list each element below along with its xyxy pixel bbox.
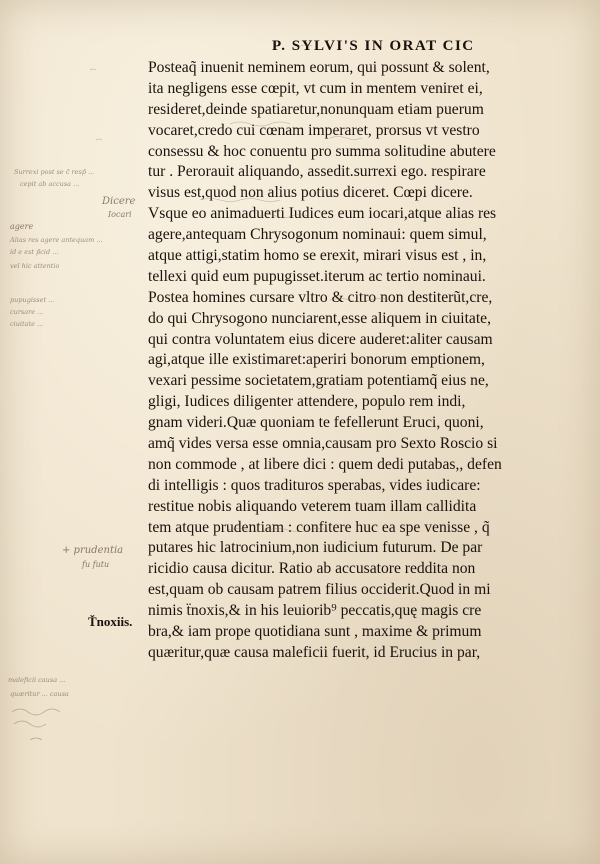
margin-note-tnoxis: Ťnoxiis.	[88, 614, 133, 629]
latin-text-block	[148, 58, 590, 664]
text-line: gligi, Iudices diligenter attendere, populo rem indi,	[148, 393, 466, 411]
text-line: do qui Chrysogono nunciarent,esse aliquem in ciuitate,	[148, 309, 491, 327]
margin-note-alias: Alias res agere antequam ...	[10, 236, 103, 244]
text-line: restitue nobis aliquando veterem tuam illam callidita	[148, 497, 477, 515]
text-line: Vsque eo animaduerti Iudices eum iocari,atque alias res	[148, 205, 497, 223]
text-line: Postea homines cursare vltro & citro non destiterũt,cre,	[148, 288, 493, 306]
text-line: tellexi quid eum pupugisset.iterum ac tertio nominaui.	[148, 267, 486, 285]
text-line: di intelligis : quos tradituros sperabas, vides iudicare:	[148, 476, 481, 494]
margin-note-pupugisset: pupugisset ...	[10, 296, 55, 304]
margin-note-fu-futu: fu futu	[82, 560, 110, 569]
text-line: qui contra voluntatem eius dicere auderet:aliter causam	[148, 330, 493, 348]
margin-note-ciuitate: ciuitate ...	[10, 320, 44, 328]
text-line: visus est,quod non alius potius diceret. Cœpi dicere.	[148, 184, 473, 202]
text-line: quæritur,quæ causa maleficii fuerit, id Erucius in par,	[148, 643, 481, 661]
margin-note-nominaui: id e est p̃cid ...	[10, 248, 59, 256]
text-line: ricidio causa dicitur. Ratio ab accusatore reddita non	[148, 560, 476, 578]
text-line: consessu & hoc conuentu pro summa solitudine abutere	[148, 142, 496, 160]
margin-note-cursare: cursare ...	[10, 308, 44, 316]
text-line: nimis ẗnoxis,& in his leuiorib⁹ peccatis,quę magis cre	[148, 602, 482, 620]
text-line: bra,& iam prope quotidiana sunt , maxime & primum	[148, 623, 482, 641]
text-line: est,quam ob causam patrem filius occiderit.Quod in mi	[148, 581, 491, 599]
margin-note-maleficii-2: quæritur ... causa	[10, 690, 69, 698]
margin-note-prudentia: + prudentia	[62, 545, 124, 556]
margin-note-maleficii-1: maleficii causa ...	[8, 676, 66, 684]
text-line: agere,antequam Chrysogonum nominaui: quem simul,	[148, 226, 487, 244]
text-line: Posteaq̃ inuenit neminem eorum, qui possunt & solent,	[148, 59, 490, 76]
text-line: non commode , at libere dici : quem dedi putabas,, defen	[148, 455, 502, 473]
text-line: agi,atque ille existimaret:aperiri bonorum emptionem,	[148, 351, 485, 369]
margin-note-dicere: Dicere	[102, 196, 136, 207]
text-line: ita negligens esse cœpit, vt cum in mentem veniret ei,	[148, 79, 483, 97]
running-head: P. SYLVI'S IN ORAT CIC	[272, 38, 475, 54]
text-line: tur . Perorauit aliquando, assedit.surrexi ego. respirare	[148, 163, 486, 181]
margin-note-surrexi: Surrexi post se c̃ resp̃ ...	[14, 168, 95, 176]
text-line: putares hic latrocinium,non iudicium futurum. De par	[148, 539, 483, 557]
text-line: vexari pessime societatem,gratiam potentiamq̃ eius ne,	[148, 372, 489, 390]
text-line: tem atque prudentiam : confitere huc ea spe venisse , q̃	[148, 518, 490, 536]
margin-note-attentio: vel hic attentio	[10, 262, 60, 270]
margin-note-cepit: cepit ab accusa ...	[20, 180, 80, 188]
text-line: atque attigi,statim homo se erexit, mirari visus est , in,	[148, 247, 487, 265]
text-line: resideret,deinde spatiaretur,nonunquam etiam puerum	[148, 100, 484, 118]
margin-note-iocari: Iocari	[108, 210, 132, 219]
text-line: vocaret,credo cui cœnam imperaret, prorsus vt vestro	[148, 121, 480, 139]
margin-note-agere: agere	[10, 222, 34, 231]
text-line: gnam videri.Quæ quoniam te fefellerunt Eruci, quoni,	[148, 414, 484, 432]
text-line: amq̃ vides versa esse omnia,causam pro Sexto Roscio si	[148, 435, 498, 453]
